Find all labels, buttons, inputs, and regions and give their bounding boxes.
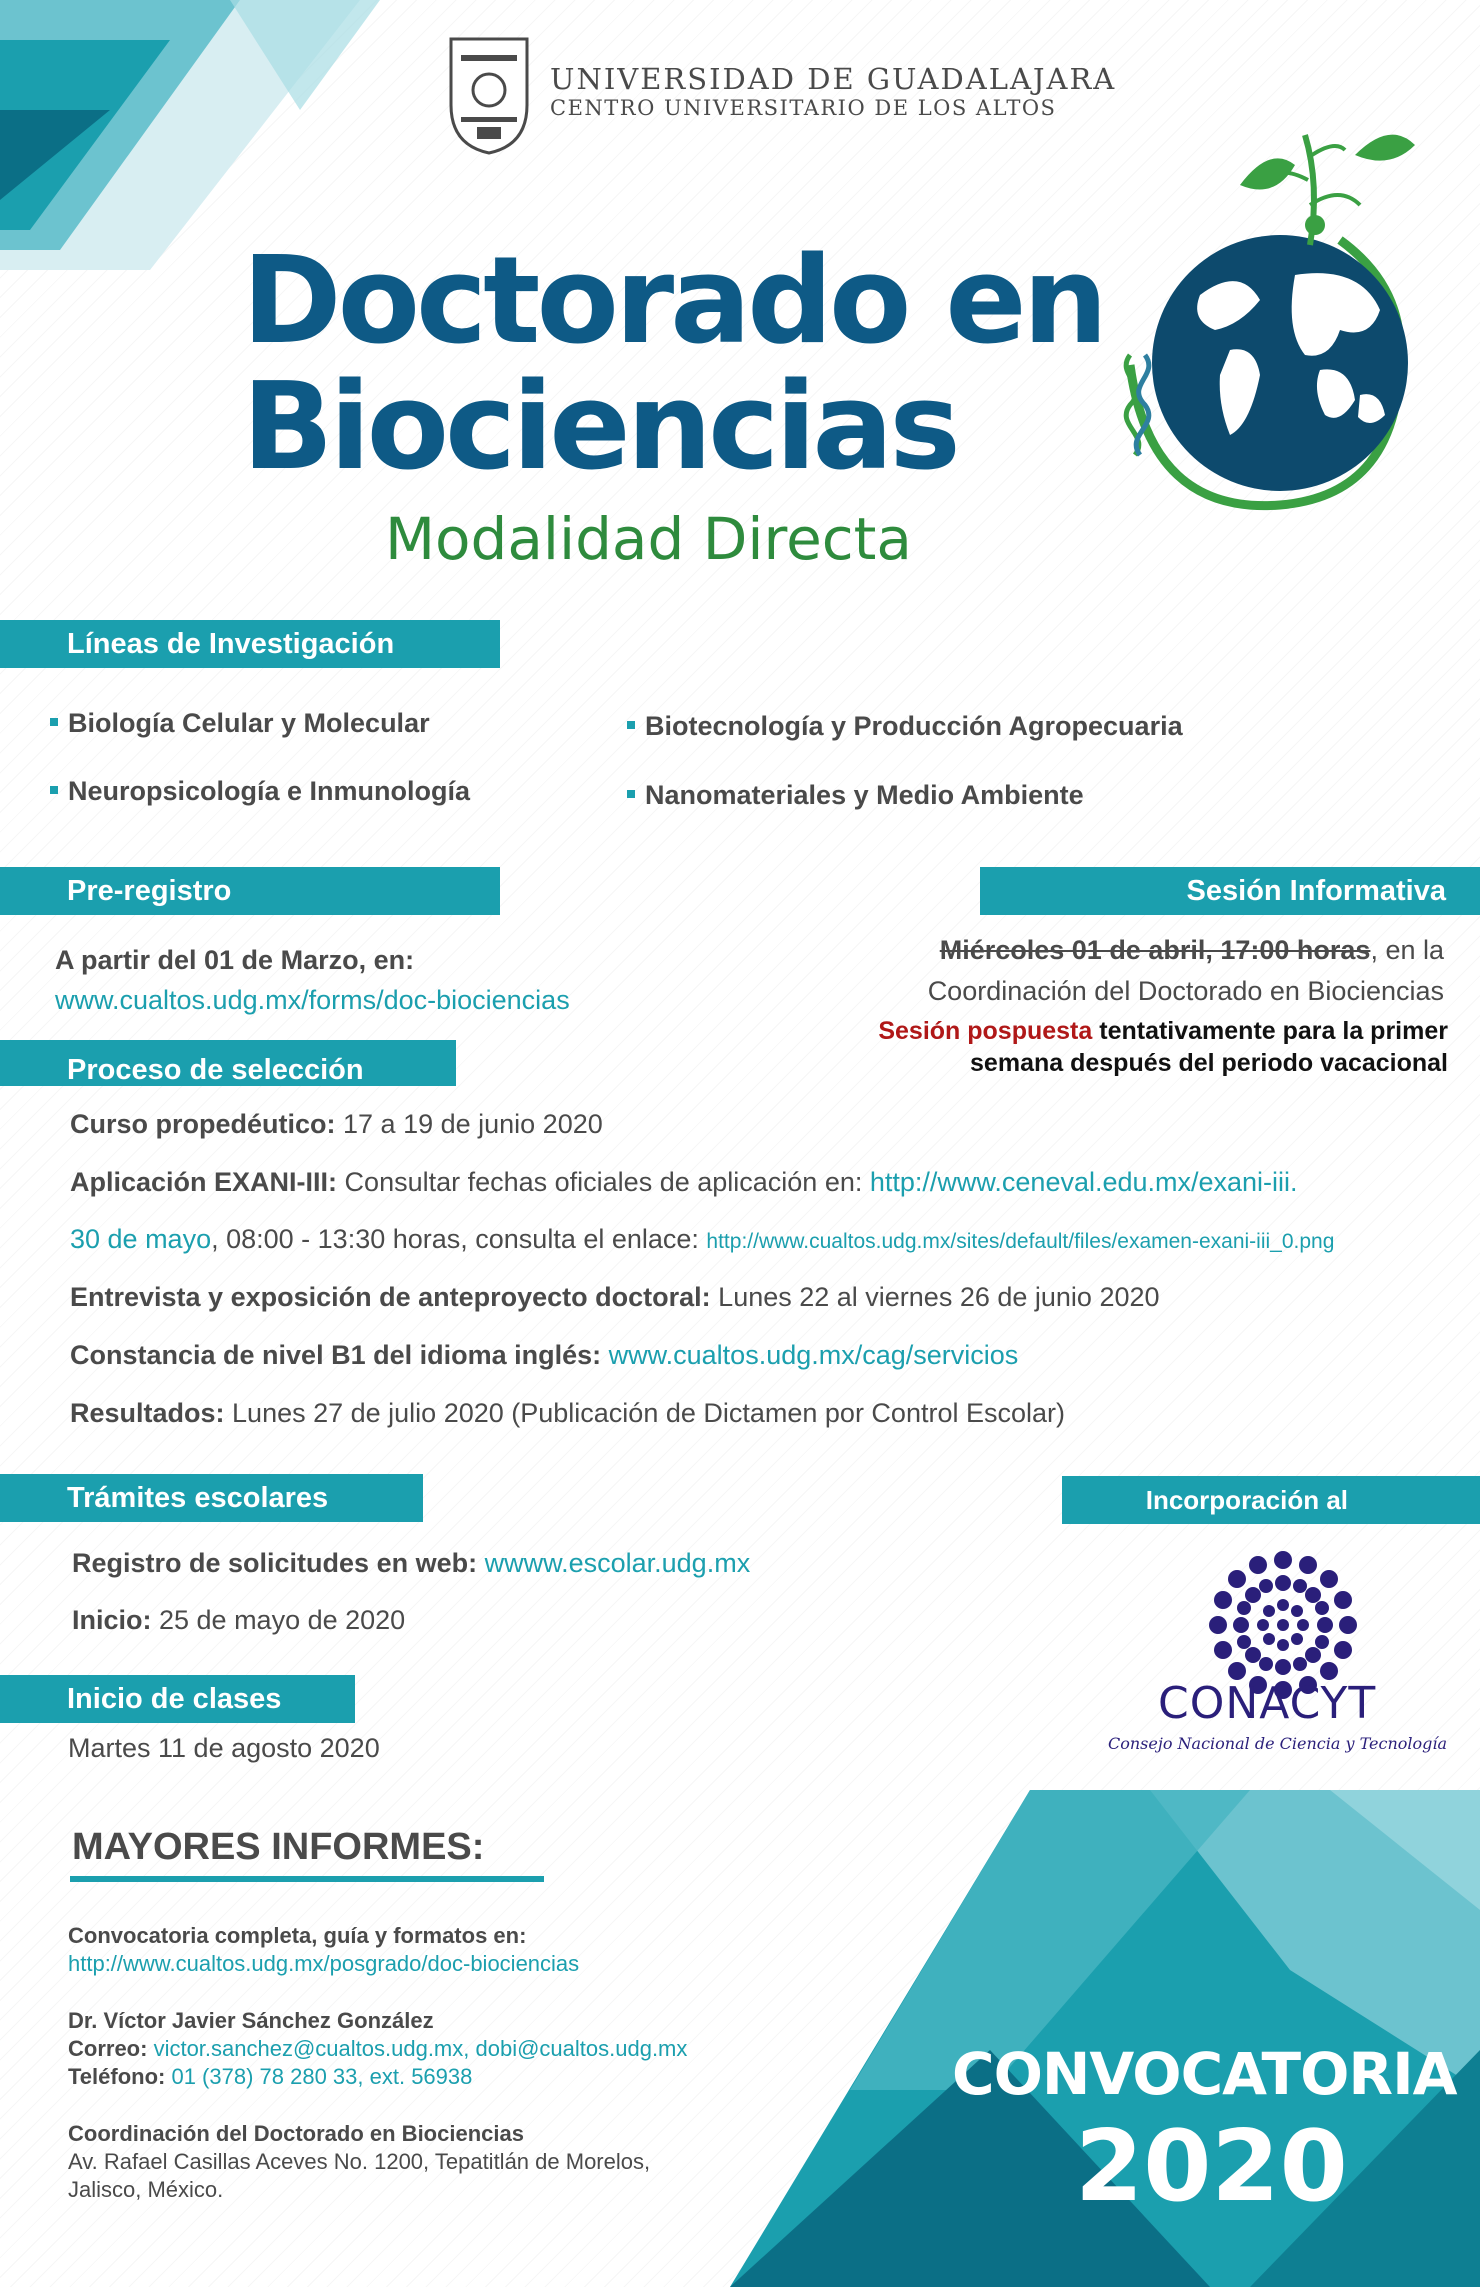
constancia-link[interactable]: www.cualtos.udg.mx/cag/servicios (601, 1340, 1019, 1370)
tramites-registro: Registro de solicitudes en web: wwww.escolar.udg.mx (72, 1548, 751, 1578)
sesion-line-1-rest: , en la (1370, 935, 1444, 965)
preregistro-text: A partir del 01 de Marzo, en: (55, 945, 415, 975)
conacyt-full-name: Consejo Nacional de Ciencia y Tecnología (1108, 1734, 1448, 1753)
proceso-entrevista: Entrevista y exposición de anteproyecto doctoral: Lunes 22 al viernes 26 de junio 2020 (70, 1282, 1160, 1312)
title-line-1: Doctorado en (242, 232, 1105, 371)
sesion-struck-date: Miércoles 01 de abril, 17:00 horas (939, 935, 1371, 965)
inicio-clases-heading: Inicio de clases (0, 1675, 355, 1723)
linea-item-2: Biotecnología y Producción Agropecuaria (627, 709, 1183, 743)
exani-image-link[interactable]: http://www.cualtos.udg.mx/sites/default/files/examen-exani-iii_0.png (706, 1230, 1335, 1253)
linea-item-3: Neuropsicología e Inmunología (50, 774, 470, 808)
preregistro-heading: Pre-registro (0, 867, 500, 915)
convocatoria-link[interactable]: http://www.cualtos.udg.mx/posgrado/doc-biociencias (68, 1951, 580, 1976)
conacyt-name: CONACYT (1158, 1678, 1377, 1729)
coord-name: Coordinación del Doctorado en Biociencias (68, 2121, 524, 2146)
exani-link[interactable]: http://www.ceneval.edu.mx/exani-iii. (869, 1167, 1298, 1197)
lineas-heading: Líneas de Investigación (0, 620, 500, 668)
proceso-curso: Curso propedéutico: 17 a 19 de junio 2020 (70, 1109, 603, 1139)
sesion-line-2: Coordinación del Doctorado en Biociencias (927, 976, 1444, 1006)
proceso-resultados: Resultados: Lunes 27 de julio 2020 (Publicación de Dictamen por Control Escolar) (70, 1398, 1065, 1428)
proceso-constancia: Constancia de nivel B1 del idioma inglés: www.cualtos.udg.mx/cag/servicios (70, 1340, 1019, 1370)
sesion-postponed-line-2: semana después del periodo vacacional (970, 1049, 1448, 1077)
contact-telefono: Teléfono: 01 (378) 78 280 33, ext. 56938 (68, 2064, 473, 2089)
bullet-icon (50, 718, 58, 726)
escolar-link[interactable]: wwww.escolar.udg.mx (477, 1548, 751, 1578)
university-name: UNIVERSIDAD DE GUADALAJARA (550, 62, 1117, 96)
convocatoria-title: CONVOCATORIA (952, 2040, 1457, 2108)
convocatoria-year: 2020 (1075, 2110, 1348, 2224)
linea-item-4: Nanomateriales y Medio Ambiente (627, 778, 1084, 812)
tramites-inicio: Inicio: 25 de mayo de 2020 (72, 1605, 406, 1635)
convocatoria-label: Convocatoria completa, guía y formatos en: (68, 1923, 527, 1948)
title-line-2: Biociencias (242, 358, 957, 497)
bullet-icon (50, 786, 58, 794)
subtitle: Modalidad Directa (385, 505, 912, 573)
contact-correo: Correo: victor.sanchez@cualtos.udg.mx, dobi@cualtos.udg.mx (68, 2036, 688, 2061)
incorporacion-heading: Incorporación al (1062, 1476, 1480, 1524)
informes-underline (70, 1876, 544, 1882)
postponed-rest: tentativamente para la primer (1092, 1017, 1448, 1045)
contact-name: Dr. Víctor Javier Sánchez González (68, 2008, 434, 2033)
informes-heading: MAYORES INFORMES: (72, 1826, 485, 1868)
postponed-label: Sesión pospuesta (878, 1017, 1093, 1045)
linea-item-1: Biología Celular y Molecular (50, 706, 430, 740)
correo-link[interactable]: victor.sanchez@cualtos.udg.mx, dobi@cualtos.udg.mx (147, 2036, 688, 2061)
university-seal-icon (447, 35, 531, 155)
bullet-icon (627, 721, 635, 729)
proceso-exani: Aplicación EXANI-III: Consultar fechas oficiales de aplicación en: http://www.ceneval.edu.mx/exani-iii. (70, 1167, 1298, 1197)
address-line-1: Av. Rafael Casillas Aceves No. 1200, Tepatitlán de Morelos, (68, 2149, 651, 2174)
sesion-postponed (878, 1014, 1448, 1048)
center-name: CENTRO UNIVERSITARIO DE LOS ALTOS (550, 96, 1057, 120)
address-line-2: Jalisco, México. (68, 2177, 224, 2202)
tramites-heading: Trámites escolares (0, 1474, 423, 1522)
proceso-heading: Proceso de selección (0, 1040, 456, 1086)
sesion-line-1 (940, 933, 1444, 967)
bullet-icon (627, 790, 635, 798)
sesion-heading: Sesión Informativa (980, 867, 1480, 915)
globe-logo-icon (1090, 125, 1420, 525)
inicio-clases-value: Martes 11 de agosto 2020 (68, 1733, 380, 1763)
proceso-mayo: 30 de mayo, 08:00 - 13:30 horas, consulta el enlace: http://www.cualtos.udg.mx/sites/default/files/examen-exani-iii_0.png (70, 1224, 1335, 1254)
preregistro-link[interactable]: www.cualtos.udg.mx/forms/doc-biociencias (55, 985, 570, 1015)
